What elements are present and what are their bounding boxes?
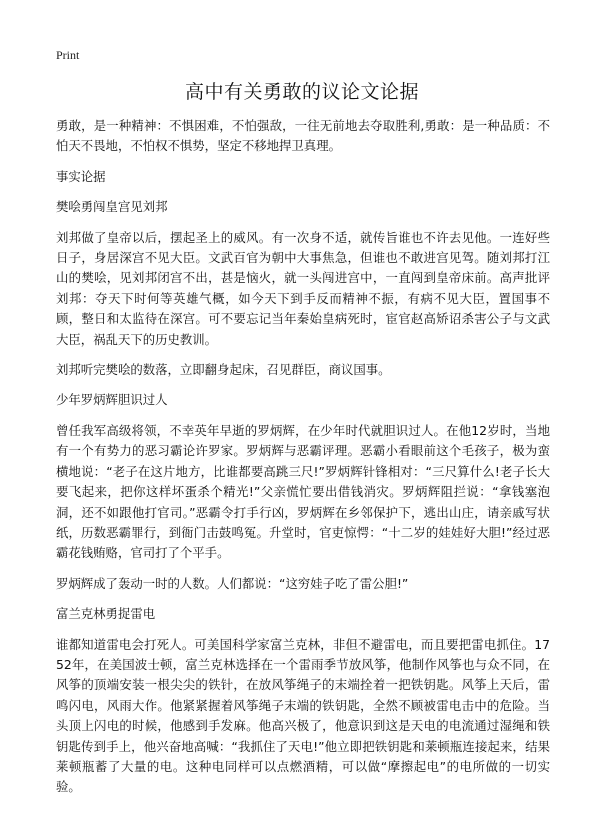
page-title: 高中有关勇敢的议论文论据 [184, 81, 419, 103]
story-paragraph: 刘邦听完樊哙的数落，立即翻身起床，召见群臣，商议国事。 [56, 362, 391, 378]
story-paragraph: 刘邦做了皇帝以后，摆起圣上的威风。有一次身不适，就传旨谁也不许去见他。一连好些日子，身居深宫不见大臣。文武百官为朝中大事焦急，但谁也不敢进宫见驾。随刘邦打江山的樊哙，见刘邦闭宫不出，甚是恼火，就一头闯进宫中，一直闯到皇帝床前。高声批评刘邦：夺天下时何等英雄气概，如今天下到手反而精神不振，有病不见大臣，置国事不顾，整日和太监待在深宫。可不要忘记当年秦始皇病死时，宦官赵高矫诏杀害公子与文武大臣，祸乱天下的历史教训。 [56, 229, 550, 347]
article-body [56, 116, 550, 808]
story-heading: 少年罗炳辉胆识过人 [56, 392, 168, 408]
intro-paragraph: 勇敢，是一种精神：不惧困难，不怕强敌，一往无前地去夺取胜利,勇敢：是一种品质：不怕天不畏地，不怕权不惧势，坚定不移地捍卫真理。 [56, 118, 550, 154]
print-link[interactable]: Print [56, 48, 80, 62]
story-paragraph: 谁都知道雷电会打死人。可美国科学家富兰克林，非但不避雷电，而且要把雷电抓住。1752年，在美国波士顿，富兰克林选择在一个雷雨季节放风筝，他制作风筝也与众不同，在风筝的顶端安装一根尖尖的铁针，在放风筝绳子的末端拴着一把铁钥匙。风筝上天后，雷鸣闪电，风雨大作。他紧紧握着风筝绳子末端的铁钥匙，全然不顾被雷电击中的危险。当头顶上闪电的时候，他感到手发麻。他高兴极了，他意识到这是天电的电流通过湿绳和铁钥匙传到手上，他兴奋地高喊：“我抓住了天电!”他立即把铁钥匙和莱顿瓶连接起来，结果莱顿瓶蓄了大量的电。这种电同样可以点燃酒精，可以做“摩擦起电”的电所做的一切实验。 [56, 636, 550, 795]
story-paragraph: 罗炳辉成了轰动一时的人数。人们都说：“这穷娃子吃了雷公胆!” [56, 575, 409, 591]
story-heading: 富兰克林勇捉雷电 [56, 606, 156, 622]
story-paragraph: 曾任我军高级将领，不幸英年早逝的罗炳辉，在少年时代就胆识过人。在他12岁时，当地有一个有势力的恶习霸论许罗家。罗炳辉与恶霸评理。恶霸小看眼前这个毛孩子，极为蛮横地说：“老子在这片地方，比谁都要高跳三尺!”罗炳辉针锋相对：“三尺算什么!老子长大要飞起来，把你这样坏蛋杀个精光!”父亲慌忙要出借钱消灾。罗炳辉阻拦说：“拿钱塞泡洞，还不如跟他打官司。”恶霸令打手行凶，罗炳辉在乡邻保护下，逃出山庄，请亲戚写状纸，历数恶霸罪行，到衙门击鼓鸣冤。升堂时，官吏惊愕：“十二岁的娃娃好大胆!”经过恶霸花钱贿赂，官司打了个平手。 [56, 422, 550, 561]
story-heading: 樊哙勇闯皇宫见刘邦 [56, 199, 168, 215]
section-heading: 事实论据 [56, 168, 106, 184]
